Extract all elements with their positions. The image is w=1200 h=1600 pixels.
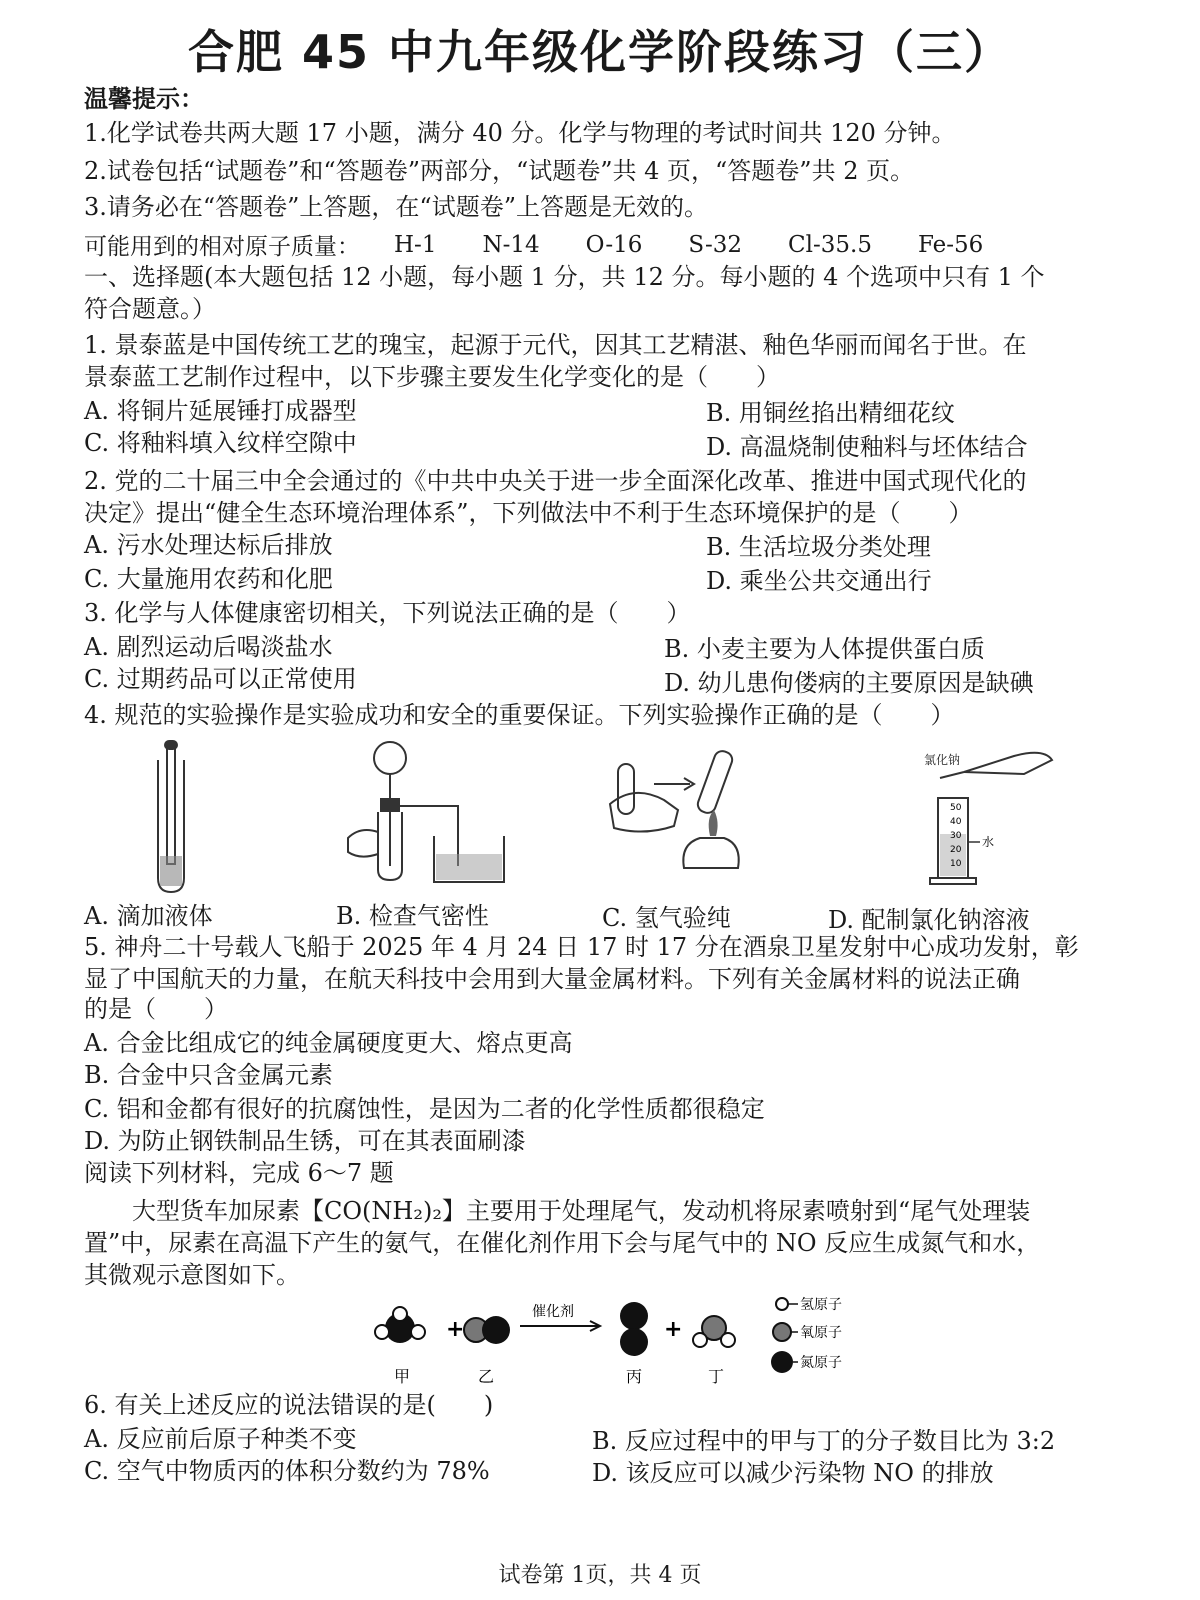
figure-d-nacl-solution [904, 738, 1074, 888]
tip-1: 1.化学试卷共两大题 17 小题，满分 40 分。化学与物理的考试时间共 120 分钟。 [84, 119, 956, 147]
liquid [160, 856, 182, 886]
diagram-legend [771, 1297, 842, 1373]
legend-nitrogen: 氮原子 [800, 1355, 842, 1371]
q6-option-c: C. 空气中物质丙的体积分数约为 78% [84, 1457, 490, 1485]
tick-label: 30 [950, 831, 962, 841]
legend-hydrogen-icon [776, 1298, 788, 1310]
cylinder-base [930, 878, 976, 884]
atomic-mass-o: O-16 [585, 231, 643, 258]
stopper [380, 798, 400, 812]
q3-option-d: D. 幼儿患佝偻病的主要原因是缺碘 [664, 669, 1034, 697]
q6-option-b: B. 反应过程中的甲与丁的分子数目比为 3:2 [592, 1427, 1056, 1455]
legend-oxygen-icon [773, 1323, 791, 1341]
q1-stem-line1: 1. 景泰蓝是中国传统工艺的瑰宝，起源于元代，因其工艺精湛、釉色华丽而闻名于世。在 [84, 331, 1027, 359]
q1-option-c: C. 将釉料填入纹样空隙中 [84, 429, 357, 457]
nitrogen-atom [482, 1316, 510, 1344]
fig-d-nacl-label: 氯化钠 [924, 753, 961, 767]
q5-option-b: B. 合金中只含金属元素 [84, 1061, 333, 1089]
figure-b-airtightness [340, 736, 520, 886]
q2-option-d: D. 乘坐公共交通出行 [706, 567, 932, 595]
beaker-water [436, 854, 502, 880]
tick-label: 20 [950, 845, 962, 855]
label-jia: 甲 [394, 1367, 411, 1386]
q3-stem: 3. 化学与人体健康密切相关，下列说法正确的是（ ） [84, 599, 691, 627]
reading-intro: 阅读下列材料，完成 6～7 题 [84, 1159, 394, 1187]
hydrogen-atom [693, 1333, 707, 1347]
hand-spoon [964, 753, 1052, 774]
reading-p2: 置”中，尿素在高温下产生的氨气，在催化剂作用下会与尾气中的 NO 反应生成氮气和水， [84, 1229, 1041, 1257]
legend-hydrogen: 氢原子 [800, 1297, 842, 1313]
q5-option-c: C. 铝和金都有很好的抗腐蚀性，是因为二者的化学性质都很稳定 [84, 1095, 765, 1123]
q3-option-c: C. 过期药品可以正常使用 [84, 665, 357, 693]
hydrogen-atom [393, 1307, 407, 1321]
nitrogen-atom [620, 1302, 648, 1330]
reading-p3: 其微观示意图如下。 [84, 1261, 300, 1289]
thumb-tube [618, 764, 634, 814]
catalyst-label: 催化剂 [532, 1304, 574, 1320]
reading-p1: 大型货车加尿素【CO(NH₂)₂】主要用于处理尾气，发动机将尿素喷射到“尾气处理装 [132, 1197, 1031, 1225]
q5-stem-line3: 的是（ ） [84, 995, 228, 1023]
q5-stem-line2: 显了中国航天的力量，在航天科技中会用到大量金属材料。下列有关金属材料的说法正确 [84, 965, 1020, 993]
molecule-yi [464, 1316, 510, 1344]
q6-option-d: D. 该反应可以减少污染物 NO 的排放 [592, 1459, 994, 1487]
page-footer: 试卷第 1页，共 4 页 [498, 1563, 702, 1588]
q5-option-d: D. 为防止钢铁制品生锈，可在其表面刷漆 [84, 1127, 526, 1155]
hand [348, 830, 378, 857]
test-tube [696, 749, 735, 815]
atomic-masses-label: 可能用到的相对原子质量： [84, 234, 360, 260]
q2-stem-line1: 2. 党的二十届三中全会通过的《中共中央关于进一步全面深化改革、推进中国式现代化的 [84, 467, 1027, 495]
figure-a-dropping-liquid [140, 738, 204, 896]
section-heading-line1: 一、选择题(本大题包括 12 小题，每小题 1 分，共 12 分。每小题的 4 个选项中只有 1 个 [84, 263, 1045, 291]
legend-nitrogen-icon [771, 1351, 793, 1373]
atomic-mass-n: N-14 [482, 231, 540, 258]
q3-option-a: A. 剧烈运动后喝淡盐水 [84, 633, 333, 661]
atomic-mass-cl: Cl-35.5 [788, 231, 872, 258]
nitrogen-atom [620, 1328, 648, 1356]
alcohol-lamp [683, 838, 738, 868]
label-yi: 乙 [478, 1367, 495, 1386]
q2-option-b: B. 生活垃圾分类处理 [706, 533, 931, 561]
q6-stem: 6. 有关上述反应的说法错误的是( ) [84, 1391, 494, 1419]
q1-option-b: B. 用铜丝掐出精细花纹 [706, 399, 955, 427]
tick-label: 10 [950, 859, 962, 869]
q4-option-c: C. 氢气验纯 [602, 904, 731, 932]
tick-label: 40 [950, 817, 962, 827]
tips-heading: 温馨提示： [84, 85, 204, 113]
q5-stem-line1: 5. 神舟二十号载人飞船于 2025 年 4 月 24 日 17 时 17 分在酒泉卫星发射中心成功发射，彰 [84, 933, 1079, 961]
tip-2: 2.试卷包括“试题卷”和“答题卷”两部分，“试题卷”共 4 页，“答题卷”共 2 页。 [84, 157, 915, 185]
q2-stem-line2: 决定》提出“健全生态环境治理体系”，下列做法中不利于生态环境保护的是（ ） [84, 499, 973, 527]
plus-sign: + [664, 1317, 683, 1342]
q3-option-b: B. 小麦主要为人体提供蛋白质 [664, 635, 985, 663]
figure-c-hydrogen-purity [604, 744, 764, 874]
hydrogen-atom [411, 1325, 425, 1339]
tick-label: 50 [950, 803, 962, 813]
hydrogen-atom [375, 1325, 389, 1339]
reaction-micro-diagram [370, 1294, 890, 1390]
flame [709, 810, 718, 836]
q2-option-a: A. 污水处理达标后排放 [84, 531, 333, 559]
label-bing: 丙 [626, 1367, 643, 1386]
hydrogen-atom [721, 1333, 735, 1347]
molecule-ding [693, 1316, 735, 1347]
atomic-mass-h: H-1 [394, 231, 437, 258]
section-heading-line2: 符合题意。） [84, 295, 216, 323]
q1-option-d: D. 高温烧制使釉料与坯体结合 [706, 433, 1028, 461]
atomic-mass-fe: Fe-56 [917, 231, 984, 258]
legend-oxygen: 氧原子 [800, 1325, 842, 1341]
q4-option-a: A. 滴加液体 [84, 902, 213, 930]
molecule-jia [375, 1307, 425, 1343]
fig-d-water-label: 水 [982, 835, 995, 849]
q1-option-a: A. 将铜片延展锤打成器型 [84, 397, 357, 425]
label-ding: 丁 [708, 1367, 725, 1386]
atomic-masses [84, 228, 1029, 261]
q5-option-a: A. 合金比组成它的纯金属硬度更大、熔点更高 [84, 1029, 573, 1057]
molecule-bing [620, 1302, 648, 1356]
dropper-tube [167, 748, 175, 864]
atomic-mass-s: S-32 [688, 231, 743, 258]
q4-stem: 4. 规范的实验操作是实验成功和安全的重要保证。下列实验操作正确的是（ ） [84, 701, 955, 729]
q6-option-a: A. 反应前后原子种类不变 [84, 1425, 357, 1453]
q4-option-d: D. 配制氯化钠溶液 [828, 906, 1030, 934]
spatula [940, 772, 964, 778]
tip-3: 3.请务必在“答题卷”上答题，在“试题卷”上答题是无效的。 [84, 193, 708, 221]
q1-stem-line2: 景泰蓝工艺制作过程中，以下步骤主要发生化学变化的是（ ） [84, 363, 780, 391]
page-title: 合肥 45 中九年级化学阶段练习（三） [187, 25, 1013, 79]
q2-option-c: C. 大量施用农药和化肥 [84, 565, 333, 593]
plus-sign: + [446, 1317, 465, 1342]
q4-option-b: B. 检查气密性 [336, 902, 489, 930]
funnel-bulb [374, 742, 406, 774]
